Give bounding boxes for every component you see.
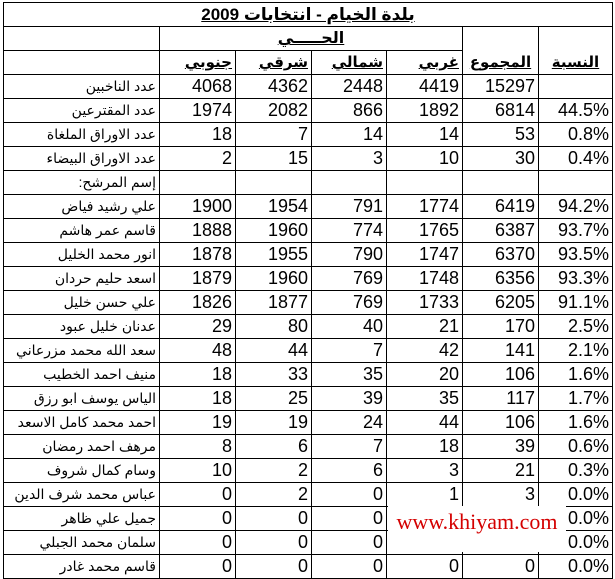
cell-east: 1960	[236, 219, 312, 243]
row-label: عباس محمد شرف الدين	[4, 483, 160, 507]
cell-west: 1	[387, 483, 463, 507]
row-label: وسام كمال شروف	[4, 459, 160, 483]
cell-east: 1954	[236, 195, 312, 219]
cell-east: 15	[236, 147, 312, 171]
cell-north: 866	[312, 99, 387, 123]
cell-east: 7	[236, 123, 312, 147]
table-row	[4, 147, 613, 171]
row-label: انور محمد الخليل	[4, 243, 160, 267]
cell-south: 1900	[160, 195, 236, 219]
table-row	[4, 243, 613, 267]
cell-north: 40	[312, 315, 387, 339]
row-label: منيف احمد الخطيب	[4, 363, 160, 387]
row-label: قاسم عمر هاشم	[4, 219, 160, 243]
cell-total: 21	[463, 459, 539, 483]
row-label: عدد الناخبين	[4, 75, 160, 99]
cell-east: 2	[236, 459, 312, 483]
cell-total: 39	[463, 435, 539, 459]
cell-east: 19	[236, 411, 312, 435]
cell-west: 35	[387, 387, 463, 411]
table-row	[4, 315, 613, 339]
cell-total: 15297	[463, 75, 539, 99]
cell-total: 106	[463, 363, 539, 387]
cell-north: 769	[312, 267, 387, 291]
empty-cell	[4, 27, 160, 51]
row-label: احمد محمد كامل الاسعد	[4, 411, 160, 435]
table-row	[4, 195, 613, 219]
cell-north: 769	[312, 291, 387, 315]
row-label: علي رشيد فياض	[4, 195, 160, 219]
row-label: قاسم محمد غادر	[4, 555, 160, 579]
cell-percent: 1.7%	[539, 387, 613, 411]
column-header-north: شمالي	[312, 51, 387, 75]
cell-west: 20	[387, 363, 463, 387]
cell-west: 1748	[387, 267, 463, 291]
cell-south: 18	[160, 363, 236, 387]
cell-west: 44	[387, 411, 463, 435]
empty-cell	[4, 51, 160, 75]
cell-west: 42	[387, 339, 463, 363]
cell-south: 1826	[160, 291, 236, 315]
table-row	[4, 99, 613, 123]
cell-percent	[539, 171, 613, 195]
cell-total: 6419	[463, 195, 539, 219]
row-label: مرهف احمد رمضان	[4, 435, 160, 459]
cell-total: 6205	[463, 291, 539, 315]
cell-total: 170	[463, 315, 539, 339]
cell-percent	[539, 75, 613, 99]
cell-total: 6370	[463, 243, 539, 267]
cell-south: 18	[160, 387, 236, 411]
cell-east: 1955	[236, 243, 312, 267]
cell-east: 2	[236, 483, 312, 507]
cell-west: 1892	[387, 99, 463, 123]
cell-north: 7	[312, 339, 387, 363]
column-header-west: غربي	[387, 51, 463, 75]
table-row	[4, 339, 613, 363]
cell-south: 4068	[160, 75, 236, 99]
cell-percent: 0.0%	[539, 507, 613, 531]
cell-north: 0	[312, 483, 387, 507]
cell-east: 1877	[236, 291, 312, 315]
cell-south: 10	[160, 459, 236, 483]
row-label: عدد الاوراق الملغاة	[4, 123, 160, 147]
cell-total: 53	[463, 123, 539, 147]
cell-south: 1888	[160, 219, 236, 243]
table-row	[4, 555, 613, 579]
row-label: جميل علي ظاهر	[4, 507, 160, 531]
table-row	[4, 483, 613, 507]
table-row	[4, 363, 613, 387]
cell-percent: 93.7%	[539, 219, 613, 243]
cell-percent: 1.6%	[539, 411, 613, 435]
cell-north: 39	[312, 387, 387, 411]
row-label: الياس يوسف ابو رزق	[4, 387, 160, 411]
cell-north: 7	[312, 435, 387, 459]
cell-total: 30	[463, 147, 539, 171]
cell-south: 0	[160, 531, 236, 555]
cell-east: 44	[236, 339, 312, 363]
cell-percent: 93.5%	[539, 243, 613, 267]
cell-west: 0	[387, 555, 463, 579]
row-label: اسعد حليم حردان	[4, 267, 160, 291]
cell-north: 3	[312, 147, 387, 171]
cell-percent: 0.4%	[539, 147, 613, 171]
cell-percent: 91.1%	[539, 291, 613, 315]
cell-percent: 0.0%	[539, 555, 613, 579]
cell-north: 24	[312, 411, 387, 435]
cell-east	[236, 171, 312, 195]
cell-west: 21	[387, 315, 463, 339]
cell-percent: 93.3%	[539, 267, 613, 291]
cell-percent: 1.6%	[539, 363, 613, 387]
cell-north: 791	[312, 195, 387, 219]
cell-south: 48	[160, 339, 236, 363]
cell-total: 3	[463, 483, 539, 507]
cell-west: 14	[387, 123, 463, 147]
region-header: الحـــــي	[160, 27, 463, 51]
cell-percent: 2.1%	[539, 339, 613, 363]
table-row	[4, 435, 613, 459]
cell-percent: 2.5%	[539, 315, 613, 339]
cell-south: 0	[160, 555, 236, 579]
cell-percent: 0.3%	[539, 459, 613, 483]
table-title: بلدة الخيام - انتخابات 2009	[4, 3, 613, 27]
column-header-total: المجموع	[463, 27, 539, 75]
cell-percent: 0.8%	[539, 123, 613, 147]
row-label: إسم المرشح:	[4, 171, 160, 195]
title-row	[4, 3, 613, 27]
cell-south: 1879	[160, 267, 236, 291]
cell-total: 106	[463, 411, 539, 435]
cell-north: 774	[312, 219, 387, 243]
cell-total: 6387	[463, 219, 539, 243]
cell-total: 0	[463, 555, 539, 579]
table-row	[4, 171, 613, 195]
cell-east: 33	[236, 363, 312, 387]
cell-east: 0	[236, 555, 312, 579]
row-label: عدد الاوراق البيضاء	[4, 147, 160, 171]
table-row	[4, 459, 613, 483]
cell-west: 1733	[387, 291, 463, 315]
cell-west: 1765	[387, 219, 463, 243]
cell-north	[312, 171, 387, 195]
cell-east: 4362	[236, 75, 312, 99]
table-row	[4, 411, 613, 435]
row-label: سلمان محمد الجبلي	[4, 531, 160, 555]
table-row	[4, 123, 613, 147]
watermark: www.khiyam.com	[388, 506, 566, 552]
cell-north: 6	[312, 459, 387, 483]
cell-north: 0	[312, 507, 387, 531]
table-row	[4, 219, 613, 243]
row-label: علي حسن خليل	[4, 291, 160, 315]
cell-south: 18	[160, 123, 236, 147]
column-header-percent: النسبة	[539, 27, 613, 75]
cell-north: 14	[312, 123, 387, 147]
cell-north: 0	[312, 531, 387, 555]
cell-percent: 0.6%	[539, 435, 613, 459]
cell-south: 8	[160, 435, 236, 459]
cell-east: 2082	[236, 99, 312, 123]
cell-south: 0	[160, 507, 236, 531]
cell-north: 2448	[312, 75, 387, 99]
table-row	[4, 75, 613, 99]
cell-north: 790	[312, 243, 387, 267]
cell-total: 141	[463, 339, 539, 363]
cell-west: 10	[387, 147, 463, 171]
cell-north: 0	[312, 555, 387, 579]
election-results-table	[3, 2, 613, 579]
region-header-row	[4, 27, 613, 51]
cell-total: 6356	[463, 267, 539, 291]
table-row	[4, 267, 613, 291]
cell-west: 1747	[387, 243, 463, 267]
cell-east: 0	[236, 531, 312, 555]
cell-total	[463, 171, 539, 195]
cell-east: 6	[236, 435, 312, 459]
cell-north: 35	[312, 363, 387, 387]
cell-south: 0	[160, 483, 236, 507]
cell-west: 1774	[387, 195, 463, 219]
row-label: سعد الله محمد مزرعاني	[4, 339, 160, 363]
cell-east: 25	[236, 387, 312, 411]
cell-south: 1974	[160, 99, 236, 123]
cell-percent: 44.5%	[539, 99, 613, 123]
cell-south: 29	[160, 315, 236, 339]
column-header-south: جنوبي	[160, 51, 236, 75]
cell-west: 4419	[387, 75, 463, 99]
cell-south	[160, 171, 236, 195]
table-row	[4, 387, 613, 411]
cell-total: 117	[463, 387, 539, 411]
cell-total: 6814	[463, 99, 539, 123]
cell-west: 3	[387, 459, 463, 483]
row-label: عدد المقترعين	[4, 99, 160, 123]
cell-south: 2	[160, 147, 236, 171]
cell-south: 1878	[160, 243, 236, 267]
table-row	[4, 291, 613, 315]
cell-east: 1960	[236, 267, 312, 291]
cell-percent: 0.0%	[539, 483, 613, 507]
cell-south: 19	[160, 411, 236, 435]
cell-east: 80	[236, 315, 312, 339]
cell-percent: 0.0%	[539, 531, 613, 555]
column-header-east: شرقي	[236, 51, 312, 75]
cell-east: 0	[236, 507, 312, 531]
cell-west: 18	[387, 435, 463, 459]
cell-percent: 94.2%	[539, 195, 613, 219]
cell-west	[387, 171, 463, 195]
row-label: عدنان خليل عبود	[4, 315, 160, 339]
